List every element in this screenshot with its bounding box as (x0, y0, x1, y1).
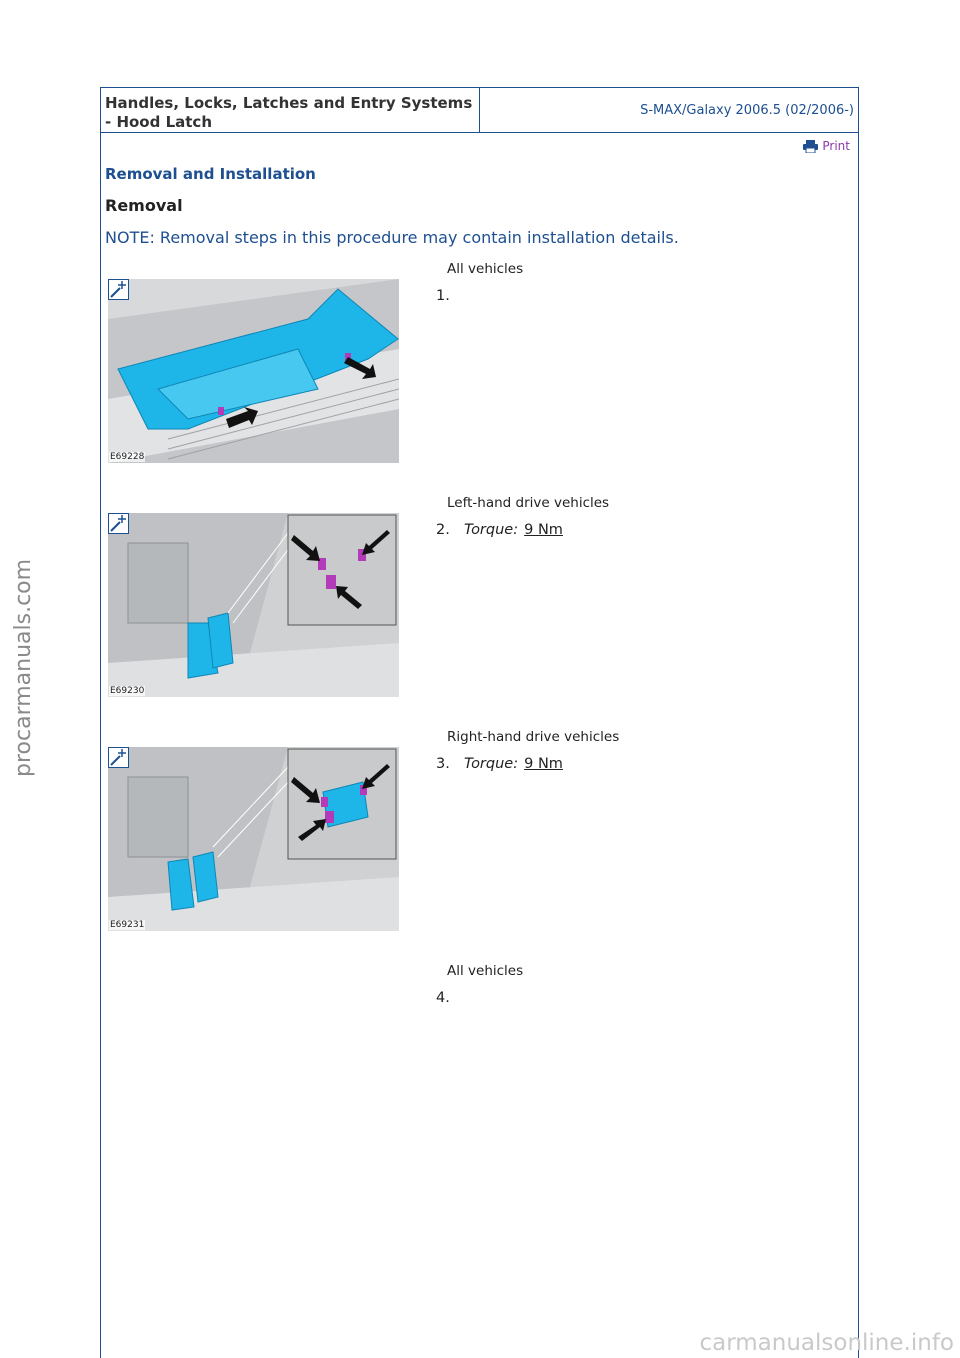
step-condition: Left-hand drive vehicles (447, 495, 610, 511)
print-label: Print (822, 139, 850, 153)
procedure-note: NOTE: Removal steps in this procedure may contain installation details. (105, 228, 679, 247)
torque-spec (464, 522, 563, 538)
section-heading: Removal and Installation (105, 165, 316, 183)
step-number: 1. (436, 288, 450, 304)
step-number: 2. (436, 522, 450, 538)
subsection-heading: Removal (105, 196, 183, 215)
step-illustration[interactable] (108, 279, 399, 463)
step-number: 4. (436, 990, 450, 1006)
illustration-code: E69230 (110, 686, 145, 696)
side-watermark (4, 535, 40, 785)
printer-icon (803, 140, 818, 153)
procedure-step-3 (101, 729, 858, 959)
step-number: 3. (436, 756, 450, 772)
torque-value[interactable]: 9 Nm (524, 756, 563, 772)
torque-spec (464, 756, 563, 772)
illustration-code: E69228 (110, 452, 145, 462)
torque-label: Torque: (464, 756, 519, 772)
step-illustration[interactable] (108, 747, 399, 931)
torque-label: Torque: (464, 522, 519, 538)
step-condition: All vehicles (447, 261, 524, 277)
print-button[interactable] (803, 139, 850, 153)
page-title: Handles, Locks, Latches and Entry Systems - Hood Latch (105, 94, 473, 131)
illustration-code: E69231 (110, 920, 145, 930)
torque-value[interactable]: 9 Nm (524, 522, 563, 538)
step-condition: All vehicles (447, 963, 524, 979)
procedure-step-1 (101, 261, 858, 491)
svg-text:procarmanuals.com: procarmanuals.com (11, 558, 36, 777)
header-divider (479, 88, 480, 132)
step-condition: Right-hand drive vehicles (447, 729, 620, 745)
document-header (101, 88, 858, 133)
zoom-icon[interactable] (108, 747, 129, 768)
vehicle-model-label: S-MAX/Galaxy 2006.5 (02/2006-) (640, 103, 854, 118)
step-illustration[interactable] (108, 513, 399, 697)
zoom-icon[interactable] (108, 279, 129, 300)
procedure-step-2 (101, 495, 858, 725)
bottom-watermark: carmanualsonline.info (699, 1330, 954, 1356)
document-page (100, 87, 859, 1358)
procedure-step-4 (101, 963, 858, 1193)
zoom-icon[interactable] (108, 513, 129, 534)
